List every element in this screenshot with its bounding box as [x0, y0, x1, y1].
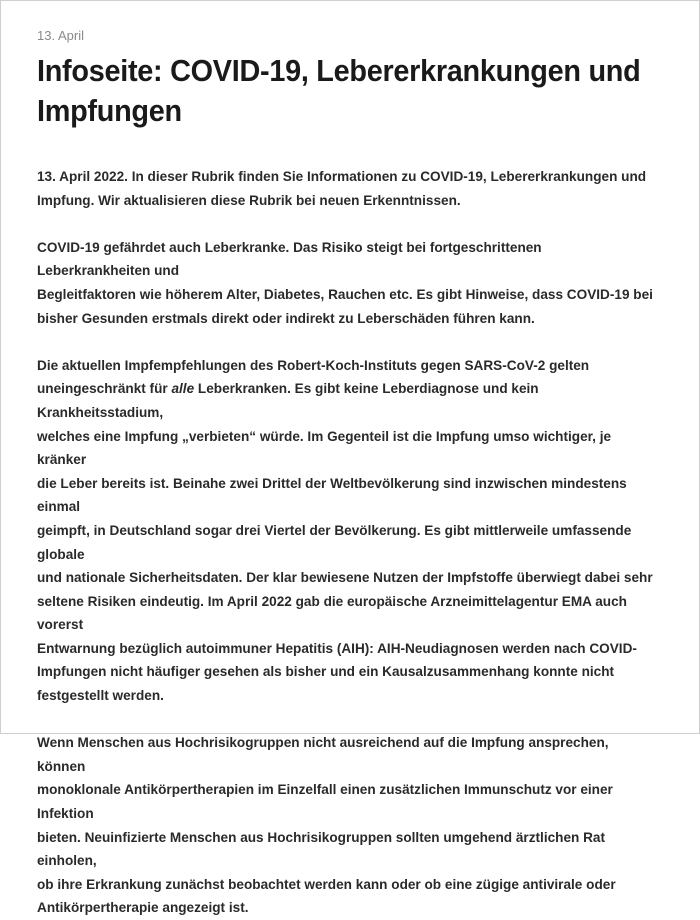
- text-line: Die aktuellen Impfempfehlungen des Robert-Koch-Instituts gegen SARS-CoV-2 gelten: [37, 357, 590, 373]
- text-line: Leberkranken. Es gibt keine Leberdiagnose und kein Krankheitsstadium,: [37, 381, 539, 420]
- text-line: welches eine Impfung „verbieten“ würde. Im Gegenteil ist die Impfung umso wichtiger, je kränker: [37, 428, 612, 468]
- page-title-line-1: Infoseite: COVID-19, Lebererkrankungen und: [37, 53, 641, 88]
- text-line: geimpft, in Deutschland sogar drei Viertel der Bevölkerung. Es gibt mittlerweile umfassende globale: [37, 522, 632, 562]
- text-line: und nationale Sicherheitsdaten. Der klar bewiesene Nutzen der Impfstoffe überwiegt dabei sehr: [37, 570, 653, 586]
- text-line: Antikörpertherapie angezeigt ist.: [37, 900, 249, 916]
- text-line: Entwarnung bezüglich autoimmuner Hepatitis (AIH): AIH-Neudiagnosen werden nach COVID-: [37, 640, 637, 656]
- article-date: 13. April: [37, 28, 84, 43]
- article-body: [37, 165, 657, 920]
- text-line: COVID-19 gefährdet auch Leberkranke. Das Risiko steigt bei fortgeschrittenen Leberkrankheiten und: [37, 239, 542, 279]
- text-line: Impfungen nicht häufiger gesehen als bisher und ein Kausalzusammenhang konnte nicht: [37, 664, 615, 680]
- text-line: die Leber bereits ist. Beinahe zwei Drittel der Weltbevölkerung sind inzwischen mindestens einmal: [37, 475, 627, 515]
- text-line: Impfung. Wir aktualisieren diese Rubrik bei neuen Erkenntnissen.: [37, 192, 461, 208]
- paragraph-vaccination: [37, 354, 657, 708]
- text-line: ob ihre Erkrankung zunächst beobachtet werden kann oder ob eine zügige antivirale oder: [37, 876, 616, 892]
- text-line: uneingeschränkt für: [37, 381, 172, 397]
- paragraph-antibody-therapy: [37, 731, 657, 920]
- page-title: [37, 51, 669, 131]
- article: [37, 1, 657, 920]
- text-line: bisher Gesunden erstmals direkt oder indirekt zu Leberschäden führen kann.: [37, 310, 535, 326]
- paragraph-intro: [37, 165, 657, 212]
- emphasis-alle: alle: [171, 381, 195, 397]
- text-line: festgestellt werden.: [37, 688, 164, 704]
- text-line: monoklonale Antikörpertherapien im Einzelfall einen zusätzlichen Immunschutz vor einer Infektion: [37, 782, 613, 822]
- paragraph-risk: [37, 236, 657, 330]
- text-line: Wenn Menschen aus Hochrisikogruppen nicht ausreichend auf die Impfung ansprechen, können: [37, 735, 609, 774]
- text-line: bieten. Neuinfizierte Menschen aus Hochrisikogruppen sollten umgehend ärztlichen Rat einholen,: [37, 829, 606, 869]
- text-line: Begleitfaktoren wie höherem Alter, Diabetes, Rauchen etc. Es gibt Hinweise, dass COVID-19 bei: [37, 286, 653, 302]
- text-line: 13. April 2022. In dieser Rubrik finden Sie Informationen zu COVID-19, Lebererkrankungen und: [37, 169, 647, 184]
- text-line: seltene Risiken eindeutig. Im April 2022 gab die europäische Arzneimittelagentur EMA auch vorerst: [37, 593, 627, 633]
- page-title-line-2: Impfungen: [37, 93, 182, 128]
